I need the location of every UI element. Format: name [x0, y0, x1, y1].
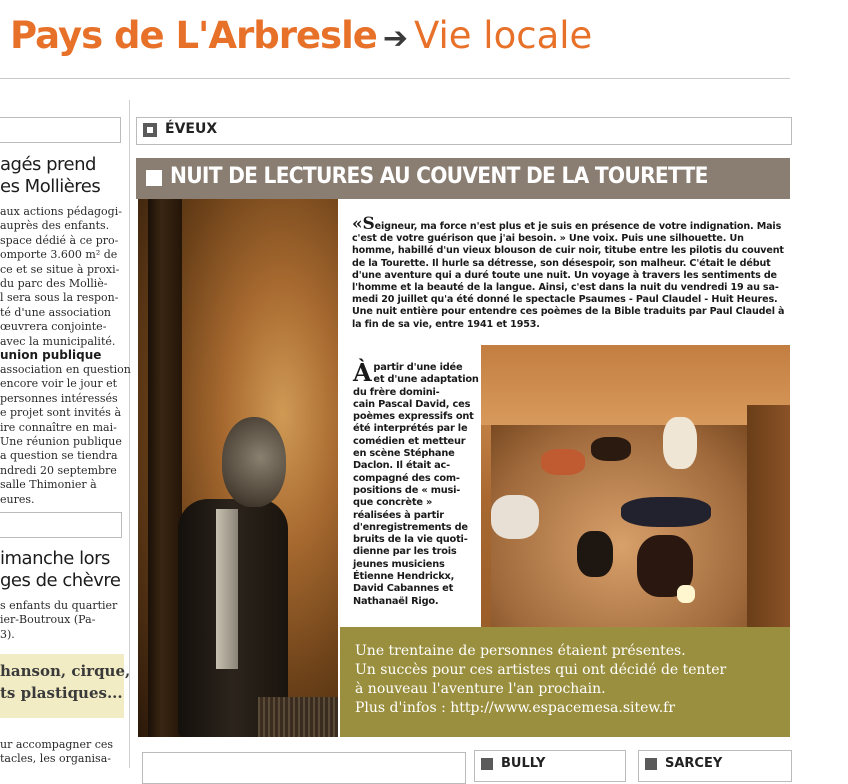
- bullet-square-icon: [481, 758, 493, 770]
- left-highlight-text: hanson, cirque, ts plastiques...: [0, 662, 131, 702]
- section-label: ÉVEUX: [165, 121, 218, 137]
- left-paragraph-4: ur accompagner ces tacles, les organisa-: [0, 738, 114, 766]
- bullet-square-icon: [143, 123, 157, 137]
- left-section-box: [0, 117, 121, 143]
- left-paragraph-1: aux actions pédagogi- auprès des enfants. space dédié à ce pro- omporte 3.600 m² de ce et se situe à proxi- du parc des Molliè- l sera sous la respon- té d'une association œuvrera conjointe- avec la municipalité.: [0, 205, 122, 348]
- photo-figure: [663, 417, 697, 469]
- quote-text: «Seigneur, ma force n'est plus et je suis en présence de votre indignation. Mais c'est de votre guérison que j'ai besoin. » Une voix. Puis une silhouette. Un homme, habillé d'un vieux blouson de cuir noir, titube entre les pilotis du couvent de la Tourette. Il hurle sa détresse, son désespoir, son malheur. C'était le début d'une aventure qui a duré toute une nuit. Un voyage à travers les sentiments de l'homme et la beauté de la langue. Ainsi, c'est dans la nuit du vendredi 19 au sa- medi 20 juillet qu'a été donné le spectacle Psaumes - Paul Claudel - Huit Heures. Une nuit entière pour entendre ces poèmes de la Bible traduits par Paul Claudel à la fin de sa vie, entre 1941 et 1953.: [352, 214, 785, 330]
- photo-wall: [481, 345, 790, 425]
- article-body: À partir d'une idée et d'une adaptation du frère domini- cain Pascal David, ces poèmes expressifs ont été interprétés par le comédien et metteur en scène Stéphane Daclon. Il était ac- compagné des com- positions de « musi- que concrète » réalisées à partir d'enregistrements de bruits de la vie quoti- dienne par les trois jeunes musiciens Étienne Hendrickx, David Cabannes et Nathanaël Rigo.: [353, 358, 479, 607]
- photo-figure: [591, 437, 631, 461]
- photo-figure: [491, 495, 539, 539]
- left-subhead: union publique: [0, 348, 102, 362]
- subsection-title: Vie locale: [414, 14, 593, 57]
- section-label-box: [474, 750, 626, 782]
- article-title: NUIT DE LECTURES AU COUVENT DE LA TOURETTE: [170, 164, 708, 189]
- section-title: Pays de L'Arbresle: [10, 14, 377, 57]
- bottom-box: [142, 752, 466, 784]
- section-label: SARCEY: [665, 756, 723, 771]
- section-label-box: [638, 750, 792, 782]
- drop-cap: À: [353, 358, 372, 387]
- arrow-right-icon: ➔: [382, 21, 408, 56]
- photo-person-shirt: [216, 509, 238, 669]
- photo-figure: [621, 497, 711, 527]
- left-headline-2: imanche lors ges de chèvre: [0, 548, 121, 591]
- photo-figure: [541, 449, 585, 475]
- article-title-bar: [136, 158, 790, 199]
- photo-pillar: [148, 199, 182, 737]
- caption-text: Une trentaine de personnes étaient présentes. Un succès pour ces artistes qui ont décidé de tenter à nouveau l'aventure l'an prochain. Plus d'infos : http://www.espacemesa.sitew.fr: [355, 643, 727, 716]
- section-label-box: [136, 117, 792, 145]
- bullet-square-icon: [146, 170, 162, 186]
- left-section-box-2: [0, 512, 122, 538]
- audience-photo: [481, 345, 790, 627]
- section-label: BULLY: [501, 756, 546, 771]
- bullet-square-icon: [645, 758, 657, 770]
- page-header: [10, 14, 592, 57]
- photo-light: [677, 585, 695, 603]
- photo-side-wall: [747, 405, 790, 627]
- left-headline-1: agés prend es Mollières: [0, 154, 101, 197]
- header-rule: [0, 78, 790, 79]
- photo-figure: [577, 531, 613, 577]
- photo-vent: [258, 697, 338, 737]
- main-photo: [138, 199, 338, 737]
- left-paragraph-2: association en question encore voir le jour et personnes intéressés e projet sont invités à ire connaître en mai- Une réunion publique a question se tiendra ndredi 20 septembre salle Thimonier à eures.: [0, 363, 131, 506]
- left-paragraph-3: s enfants du quartier ier-Boutroux (Pa- 3).: [0, 599, 118, 641]
- photo-person-head: [222, 417, 286, 507]
